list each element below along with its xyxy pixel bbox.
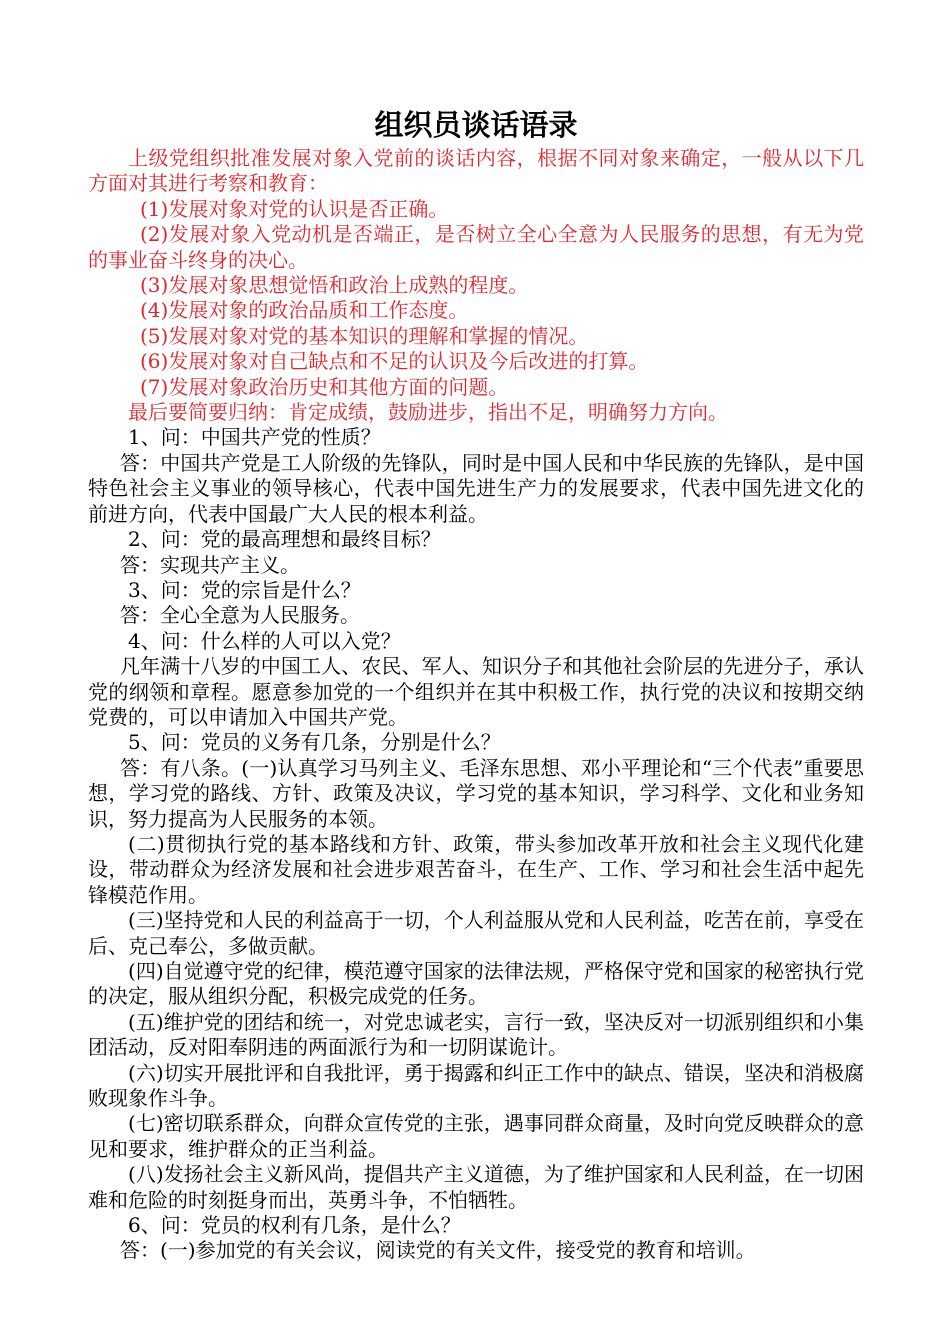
question: 1、问：中国共产党的性质？	[128, 425, 381, 450]
duty-item: (七)密切联系群众，向群众宣传党的主张，遇事同群众商量，及时向党反映群众的意见和要求，维护群众的正当利益。	[88, 1111, 864, 1161]
question: 2、问：党的最高理想和最终目标？	[128, 527, 441, 552]
answer: 答：有八条。(一)认真学习马列主义、毛泽东思想、邓小平理论和“三个代表”重要思想，学习党的路线、方针、政策及决议，学习党的基本知识，学习科学、文化和业务知识，努力提高为人民服务的本领。	[88, 755, 864, 831]
document-page	[88, 106, 864, 1264]
intro-item: (4)发展对象的政治品质和工作态度。	[140, 298, 469, 323]
intro-summary: 最后要简要归纳：肯定成绩，鼓励进步，指出不足，明确努力方向。	[128, 400, 728, 425]
duty-item: (二)贯彻执行党的基本路线和方针、政策，带头参加改革开放和社会主义现代化建设，带动群众为经济发展和社会进步艰苦奋斗，在生产、工作、学习和社会生活中起先锋模范作用。	[88, 831, 864, 907]
intro-lead: 上级党组织批准发展对象入党前的谈话内容，根据不同对象来确定，一般从以下几方面对其进行考察和教育：	[88, 146, 864, 196]
duty-item: (三)坚持党和人民的利益高于一切，个人利益服从党和人民利益，吃苦在前，享受在后、克己奉公，多做贡献。	[88, 908, 864, 958]
duty-item: (五)维护党的团结和统一，对党忠诚老实，言行一致，坚决反对一切派别组织和小集团活动，反对阳奉阴违的两面派行为和一切阴谋诡计。	[88, 1009, 864, 1060]
intro-item: (3)发展对象思想觉悟和政治上成熟的程度。	[140, 273, 529, 298]
answer: 答：中国共产党是工人阶级的先锋队，同时是中国人民和中华民族的先锋队，是中国特色社会主义事业的领导核心，代表中国先进生产力的发展要求，代表中国先进文化的前进方向，代表中国最广大人民的根本利益。	[88, 450, 864, 526]
answer: 答：实现共产主义。	[120, 552, 300, 577]
question: 5、问：党员的义务有几条，分别是什么？	[128, 730, 501, 755]
answer: 答：(一)参加党的有关会议，阅读党的有关文件，接受党的教育和培训。	[120, 1238, 756, 1263]
intro-item: (5)发展对象对党的基本知识的理解和掌握的情况。	[140, 323, 589, 348]
intro-item: (2)发展对象入党动机是否端正，是否树立全心全意为人民服务的思想，有无为党的事业奋斗终身的决心。	[88, 222, 864, 272]
duty-item: (四)自觉遵守党的纪律，模范遵守国家的法律法规，严格保守党和国家的秘密执行党的决定，服从组织分配，积极完成党的任务。	[88, 959, 864, 1009]
question: 3、问：党的宗旨是什么？	[128, 577, 361, 602]
question: 6、问：党员的权利有几条，是什么？	[128, 1213, 461, 1238]
answer: 答：全心全意为人民服务。	[120, 603, 360, 628]
intro-item: (1)发展对象对党的认识是否正确。	[140, 196, 449, 221]
document-title: 组织员谈话语录	[374, 108, 578, 142]
answer: 凡年满十八岁的中国工人、农民、军人、知识分子和其他社会阶层的先进分子，承认党的纲领和章程。愿意参加党的一个组织并在其中积极工作，执行党的决议和按期交纳党费的，可以申请加入中国共产党。	[88, 654, 864, 729]
intro-item: (6)发展对象对自己缺点和不足的认识及今后改进的打算。	[140, 349, 649, 374]
duty-item: (八)发扬社会主义新风尚，提倡共产主义道德，为了维护国家和人民利益，在一切困难和危险的时刻挺身而出，英勇斗争，不怕牺牲。	[88, 1162, 864, 1212]
duty-item: (六)切实开展批评和自我批评，勇于揭露和纠正工作中的缺点、错误，坚决和消极腐败现象作斗争。	[88, 1060, 864, 1111]
intro-item: (7)发展对象政治历史和其他方面的问题。	[140, 374, 509, 399]
question: 4、问：什么样的人可以入党？	[128, 628, 401, 653]
